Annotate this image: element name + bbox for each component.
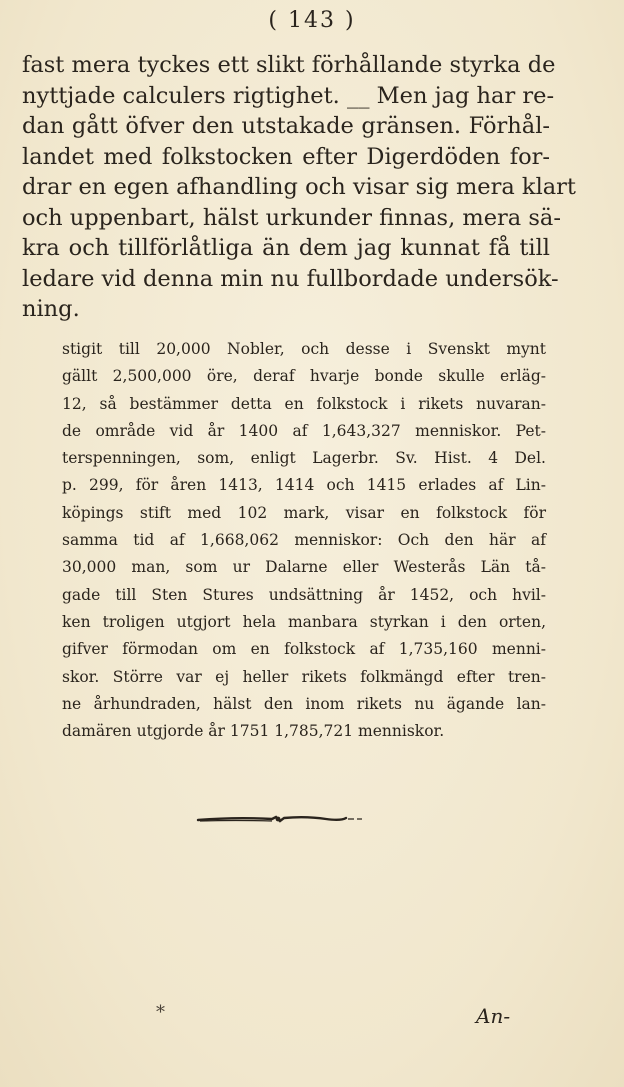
ornament-divider xyxy=(196,812,364,826)
footnote-line: terspenningen, som, enligt Lagerbr. Sv. Hist. 4 Del. xyxy=(62,449,546,468)
body-line: ledare vid denna min nu fullbordade undersök- xyxy=(22,265,559,292)
footnote-line: köpings stift med 102 mark, visar en folkstock för xyxy=(62,503,546,522)
footnote xyxy=(62,336,546,745)
body-line: ning. xyxy=(22,296,80,322)
body-line: drar en egen afhandling och visar sig mera klart xyxy=(22,174,576,200)
footnote-line: stigit till 20,000 Nobler, och desse i Svenskt mynt xyxy=(62,340,546,358)
footnote-line: ken troligen utgjort hela manbara styrkan i den orten, xyxy=(62,612,546,631)
footnote-line: samma tid af 1,668,062 menniskor: Och den här af xyxy=(62,531,546,550)
signature-mark: * xyxy=(156,1002,165,1023)
footnote-line: 30,000 man, som ur Dalarne eller Westerås Län tå- xyxy=(62,558,546,577)
catchword: An- xyxy=(476,1004,511,1028)
footnote-line: p. 299, för åren 1413, 1414 och 1415 erlades af Lin- xyxy=(62,476,546,495)
footnote-line: ne århundraden, hälst den inom rikets nu ägande lan- xyxy=(62,694,546,713)
main-paragraph xyxy=(22,50,576,325)
body-line: nyttjade calculers rigtighet. __ Men jag har re- xyxy=(22,82,555,109)
body-line: kra och tillförlåtliga än dem jag kunnat få till xyxy=(22,235,550,261)
footnote-line: gällt 2,500,000 öre, deraf hvarje bonde skulle erläg- xyxy=(62,367,546,386)
footnote-line: de område vid år 1400 af 1,643,327 menniskor. Pet- xyxy=(62,421,546,440)
body-line: och uppenbart, hälst urkunder finnas, mera sä- xyxy=(22,204,561,231)
footnote-line: skor. Större var ej heller rikets folkmängd efter tren- xyxy=(62,667,546,686)
body-line: fast mera tyckes ett slikt förhållande styrka de xyxy=(22,52,556,78)
page-number: ( 143 ) xyxy=(268,8,356,33)
footnote-line: gifver förmodan om en folkstock af 1,735,160 menni- xyxy=(62,640,546,659)
body-line: dan gått öfver den utstakade gränsen. Förhål- xyxy=(22,113,550,139)
body-line: landet med folkstocken efter Digerdöden for- xyxy=(22,143,550,170)
footnote-line: gade till Sten Stures undsättning år 1452, och hvil- xyxy=(62,585,546,604)
footnote-line: damären utgjorde år 1751 1,785,721 menniskor. xyxy=(62,722,445,741)
footnote-line: 12, så bestämmer detta en folkstock i rikets nuvaran- xyxy=(62,394,546,413)
